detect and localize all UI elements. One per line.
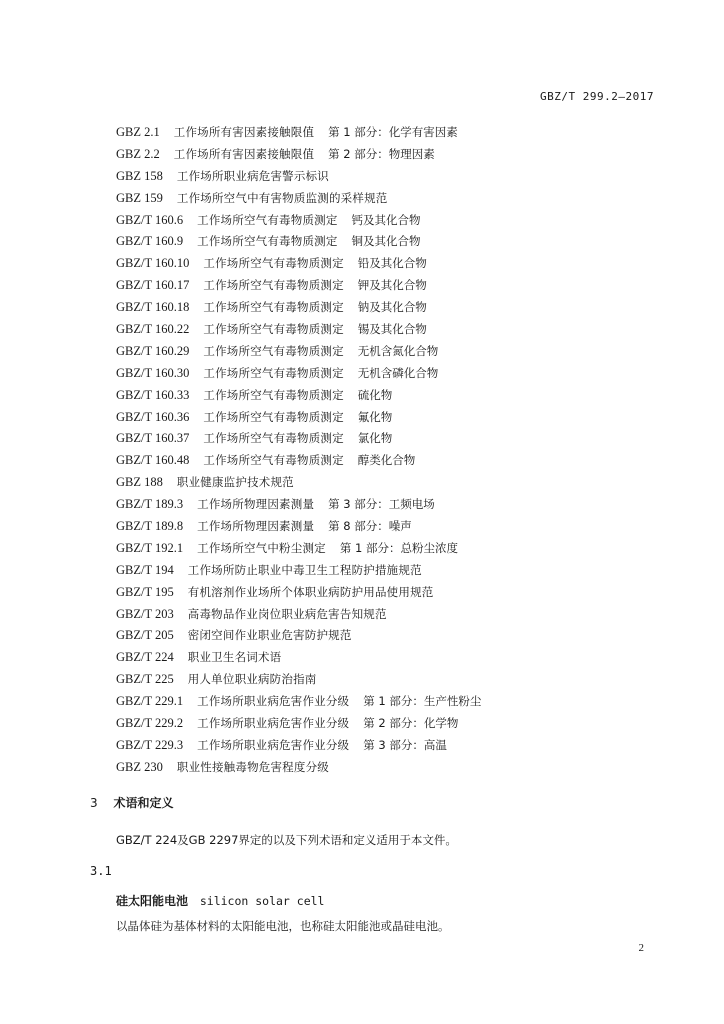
reference-part: 第 3 部分：高温 [363, 737, 447, 752]
reference-item [116, 253, 676, 275]
reference-item [116, 735, 676, 757]
reference-title: 有机溶剂作业场所个体职业病防护用品使用规范 [187, 584, 434, 599]
reference-item [116, 319, 676, 341]
reference-code: GBZ/T 229.1 [116, 694, 184, 709]
reference-title: 工作场所物理因素测量 [197, 519, 315, 534]
reference-code: GBZ/T 189.8 [116, 519, 184, 534]
document-id-header: GBZ/T 299.2—2017 [540, 90, 654, 103]
reference-item [116, 494, 676, 516]
reference-code: GBZ 159 [116, 190, 163, 205]
reference-item [116, 385, 676, 407]
reference-item [116, 560, 676, 582]
reference-title: 工作场所物理因素测量 [197, 497, 315, 512]
reference-item [116, 757, 676, 779]
reference-part: 铅及其化合物 [357, 256, 427, 271]
reference-code: GBZ/T 189.3 [116, 497, 184, 512]
reference-code: GBZ/T 194 [116, 562, 174, 577]
reference-item [116, 669, 676, 691]
reference-part: 钾及其化合物 [357, 278, 427, 293]
reference-item [116, 713, 676, 735]
reference-item [116, 516, 676, 538]
reference-code: GBZ/T 160.18 [116, 300, 190, 315]
reference-part: 第 1 部分：化学有害因素 [328, 125, 458, 139]
reference-title: 工作场所有害因素接触限值 [173, 146, 315, 161]
reference-code: GBZ 230 [116, 759, 163, 774]
reference-code: GBZ/T 192.1 [116, 540, 184, 555]
reference-item [116, 691, 676, 713]
reference-code: GBZ 2.2 [116, 146, 160, 161]
reference-title: 职业健康监护技术规范 [176, 475, 294, 490]
reference-item [116, 231, 676, 253]
term-chinese: 硅太阳能电池 [116, 894, 189, 908]
reference-code: GBZ/T 160.6 [116, 212, 184, 227]
section-heading [90, 794, 173, 811]
reference-item [116, 188, 676, 210]
reference-code: GBZ/T 160.37 [116, 431, 190, 446]
reference-title: 工作场所空气有毒物质测定 [197, 234, 338, 249]
reference-title: 工作场所空气有毒物质测定 [203, 343, 344, 358]
reference-code: GBZ/T 160.30 [116, 365, 190, 380]
reference-code: GBZ/T 195 [116, 584, 174, 599]
reference-title: 工作场所职业病危害作业分级 [197, 694, 350, 709]
reference-code: GBZ/T 160.17 [116, 278, 190, 293]
reference-part: 氯化物 [357, 431, 393, 446]
reference-item [116, 297, 676, 319]
normative-references-list [116, 122, 676, 779]
reference-title: 工作场所职业病危害作业分级 [197, 716, 350, 731]
reference-item [116, 647, 676, 669]
reference-code: GBZ 188 [116, 475, 163, 490]
reference-code: GBZ/T 229.3 [116, 737, 184, 752]
reference-title: 工作场所空气有毒物质测定 [203, 365, 344, 380]
reference-part: 第 1 部分：总粉尘浓度 [339, 540, 458, 555]
reference-part: 第 2 部分：物理因素 [328, 146, 435, 161]
reference-item [116, 166, 676, 188]
reference-part: 氟化物 [357, 409, 393, 424]
reference-code: GBZ/T 160.29 [116, 343, 190, 358]
reference-title: 职业性接触毒物危害程度分级 [176, 759, 329, 774]
reference-title: 工作场所空气有毒物质测定 [203, 387, 344, 402]
section-number: 3 [90, 796, 98, 810]
reference-part: 铜及其化合物 [351, 234, 421, 249]
reference-item [116, 363, 676, 385]
reference-code: GBZ/T 203 [116, 606, 174, 621]
section-title: 术语和定义 [113, 796, 174, 810]
reference-title: 用人单位职业病防治指南 [187, 672, 317, 687]
reference-code: GBZ/T 160.22 [116, 322, 190, 337]
reference-code: GBZ/T 160.36 [116, 409, 190, 424]
reference-code: GBZ/T 225 [116, 672, 174, 687]
reference-title: 工作场所职业病危害作业分级 [197, 737, 350, 752]
reference-item [116, 582, 676, 604]
reference-title: 工作场所空气有毒物质测定 [203, 278, 344, 293]
reference-title: 工作场所空气有毒物质测定 [203, 322, 344, 337]
reference-title: 工作场所防止职业中毒卫生工程防护措施规范 [187, 562, 422, 577]
reference-title: 工作场所空气有毒物质测定 [197, 212, 338, 227]
clause-number: 3.1 [90, 864, 112, 878]
reference-code: GBZ 158 [116, 168, 163, 183]
reference-title: 工作场所空气有毒物质测定 [203, 431, 344, 446]
reference-part: 锡及其化合物 [357, 322, 427, 337]
reference-part: 钠及其化合物 [357, 300, 427, 315]
reference-part: 第 3 部分：工频电场 [328, 497, 435, 512]
reference-code: GBZ/T 160.10 [116, 256, 190, 271]
reference-title: 密闭空间作业职业危害防护规范 [187, 628, 352, 643]
reference-item [116, 604, 676, 626]
reference-item [116, 472, 676, 494]
reference-item [116, 275, 676, 297]
reference-title: 工作场所空气中粉尘测定 [197, 540, 326, 555]
reference-code: GBZ/T 224 [116, 650, 174, 665]
term-definition: 以晶体硅为基体材料的太阳能电池，也称硅太阳能池或晶硅电池。 [116, 919, 450, 933]
reference-item [116, 122, 676, 144]
reference-part: 无机含磷化合物 [357, 365, 439, 380]
reference-code: GBZ/T 205 [116, 628, 174, 643]
reference-title: 高毒物品作业岗位职业病危害告知规范 [187, 606, 387, 621]
reference-item [116, 538, 676, 560]
reference-title: 职业卫生名词术语 [187, 650, 282, 665]
page-number: 2 [638, 942, 644, 954]
reference-title: 工作场所空气有毒物质测定 [203, 453, 344, 468]
reference-part: 无机含氮化合物 [357, 343, 439, 358]
reference-item [116, 428, 676, 450]
reference-part: 第 8 部分：噪声 [328, 519, 412, 534]
reference-code: GBZ/T 160.48 [116, 453, 190, 468]
term-english: silicon solar cell [199, 894, 325, 908]
reference-part: 第 1 部分：生产性粉尘 [363, 694, 482, 709]
reference-part: 硫化物 [357, 387, 393, 402]
reference-item [116, 144, 676, 166]
reference-item [116, 625, 676, 647]
reference-code: GBZ 2.1 [116, 125, 160, 139]
reference-part: 醇类化合物 [357, 453, 416, 468]
reference-item [116, 210, 676, 232]
reference-item [116, 407, 676, 429]
section-intro-paragraph: GBZ/T 224及GB 2297界定的以及下列术语和定义适用于本文件。 [116, 833, 457, 847]
reference-part: 钙及其化合物 [351, 212, 421, 227]
reference-item [116, 450, 676, 472]
reference-code: GBZ/T 229.2 [116, 716, 184, 731]
reference-item [116, 341, 676, 363]
reference-title: 工作场所空气有毒物质测定 [203, 409, 344, 424]
reference-title: 工作场所空气有毒物质测定 [203, 300, 344, 315]
reference-title: 工作场所职业病危害警示标识 [176, 168, 329, 183]
reference-title: 工作场所空气有毒物质测定 [203, 256, 344, 271]
reference-code: GBZ/T 160.33 [116, 387, 190, 402]
reference-title: 工作场所空气中有害物质监测的采样规范 [176, 190, 388, 205]
reference-part: 第 2 部分：化学物 [363, 716, 459, 731]
reference-code: GBZ/T 160.9 [116, 234, 184, 249]
reference-title: 工作场所有害因素接触限值 [173, 125, 315, 139]
term-entry [116, 892, 324, 909]
